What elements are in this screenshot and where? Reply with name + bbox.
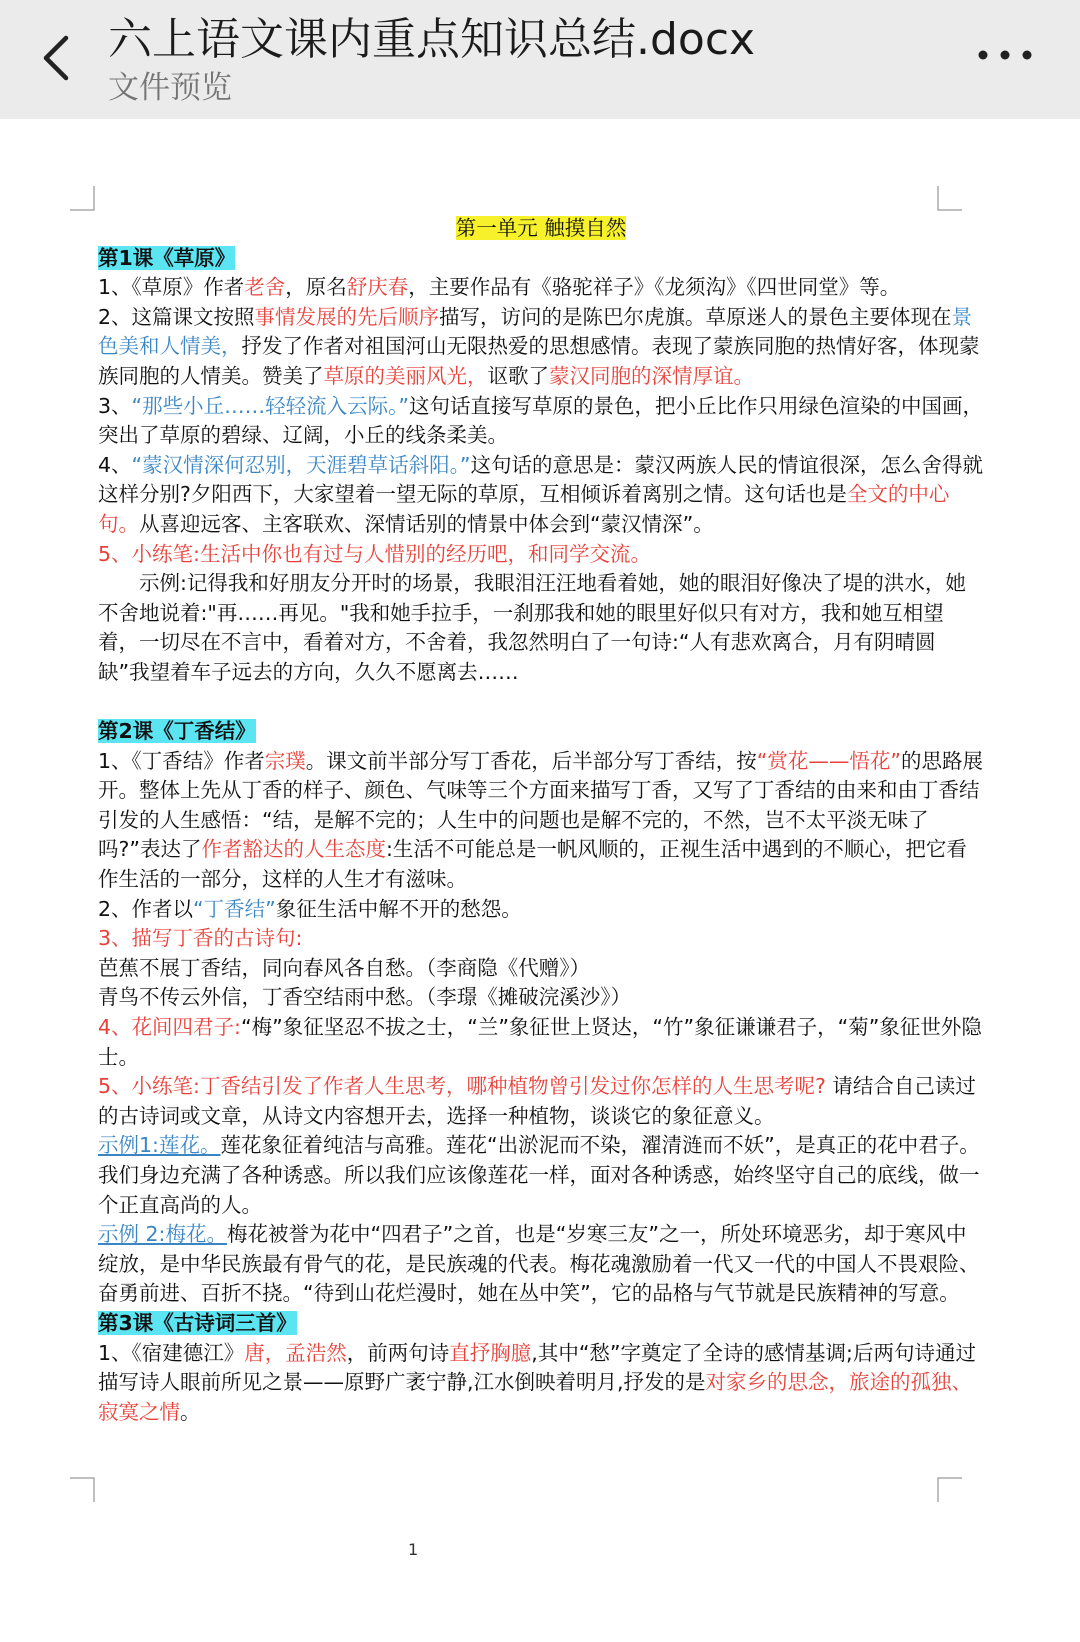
l2-example-2: 示例 2:梅花。梅花被誉为花中“四君子”之首，也是“岁寒三友”之一，所处环境恶劣，却于寒风中绽放，是中华民族最有骨气的花，是民族魂的代表。梅花魂激励着一代又一代的中国人不畏艰险、奋勇前进、百折不挠。“待到山花烂漫时，她在丛中笑”，它的品格与气节就是民族精神的写意。 [98, 1222, 980, 1306]
crop-mark-top-right [936, 186, 962, 212]
crop-mark-top-left [70, 186, 96, 212]
lesson-1-title: 第1课《草原》 [98, 245, 236, 270]
l2-example-1: 示例1:莲花。莲花象征着纯洁与高雅。莲花“出淤泥而不染，濯清涟而不妖”，是真正的花中君子。我们身边充满了各种诱惑。所以我们应该像莲花一样，面对各种诱惑，始终坚守自己的底线，做一个正直高尚的人。 [98, 1133, 980, 1217]
lesson-2-title: 第2课《丁香结》 [98, 719, 256, 744]
l1-paragraph-4: 4、“蒙汉情深何忍别，天涯碧草话斜阳。”这句话的意思是：蒙汉两族人民的情谊很深，怎么舍得就这样分别?夕阳西下，大家望着一望无际的草原，互相倾诉着离别之情。这句话也是全文的中心句。从喜迎远客、主客联欢、深情话别的情景中体会到“蒙汉情深”。 [98, 452, 984, 536]
file-title: 六上语文课内重点知识总结.docx [108, 14, 756, 65]
crop-mark-bottom-right [936, 1476, 962, 1502]
l2-paragraph-5: 5、小练笔:丁香结引发了作者人生思考，哪种植物曾引发过你怎样的人生思考呢? 请结合自己读过的古诗词或文章，从诗文内容想开去，选择一种植物，谈谈它的象征意义。 [98, 1074, 976, 1128]
top-bar [0, 0, 1080, 119]
l3-paragraph-1: 1、《宿建德江》唐，孟浩然，前两句诗直抒胸臆,其中“愁”字奠定了全诗的感情基调;后两句诗通过描写诗人眼前所见之景——原野广袤宁静,江水倒映着明月,抒发的是对家乡的思念，旅途的孤独、寂寞之情。 [98, 1340, 976, 1424]
unit-heading: 第一单元 触摸自然 [455, 216, 627, 240]
l2-paragraph-3: 3、描写丁香的古诗句: [98, 926, 303, 951]
l2-paragraph-1: 1、《丁香结》作者宗璞。课文前半部分写丁香花，后半部分写丁香结，按“赏花——悟花”的思路展开。整体上先从丁香的样子、颜色、气味等三个方面来描写丁香，又写了丁香结的由来和由丁香结引发的人生感悟：“结，是解不完的；人生中的问题也是解不完的，不然，岂不太平淡无味了吗?”表达了作者豁达的人生态度:生活不可能总是一帆风顺的，正视生活中遇到的不顺心，把它看作生活的一部分，这样的人生才有滋味。 [98, 748, 984, 892]
crop-mark-bottom-left [70, 1476, 96, 1502]
l1-paragraph-2: 2、这篇课文按照事情发展的先后顺序描写，访问的是陈巴尔虎旗。草原迷人的景色主要体现在景色美和人情美，抒发了作者对祖国河山无限热爱的思想感情。表现了蒙族同胞的热情好客，体现蒙族同胞的人情美。赞美了草原的美丽风光，讴歌了蒙汉同胞的深情厚谊。 [98, 304, 980, 388]
l2-paragraph-2: 2、作者以“丁香结”象征生活中解不开的愁怨。 [98, 896, 522, 921]
l1-example: 示例:记得我和好朋友分开时的场景，我眼泪汪汪地看着她，她的眼泪好像决了堤的洪水，她不舍地说着:"再……再见。"我和她手拉手，一刹那我和她的眼里好似只有对方，我和她互相望着，一切尽在不言中，看着对方，不舍着，我忽然明白了一句诗:“人有悲欢离合，月有阴晴圆缺”我望着车子远去的方向，久久不愿离去…… [98, 571, 966, 684]
lesson-3-title: 第3课《古诗词三首》 [98, 1310, 297, 1335]
l1-paragraph-1: 1、《草原》作者老舍，原名舒庆春，主要作品有《骆驼祥子》《龙须沟》《四世同堂》等。 [98, 275, 901, 300]
l1-paragraph-3: 3、“那些小丘……轻轻流入云际。”这句话直接写草原的景色，把小丘比作只用绿色渲染的中国画，突出了草原的碧绿、辽阔，小丘的线条柔美。 [98, 393, 984, 448]
page-number: 1 [408, 1540, 419, 1559]
l1-paragraph-5: 5、小练笔:生活中你也有过与人惜别的经历吧，和同学交流。 [98, 541, 651, 566]
l2-paragraph-4: 4、花间四君子:“梅”象征坚忍不拔之士，“兰”象征世上贤达，“竹”象征谦谦君子，“菊”象征世外隐士。 [98, 1015, 982, 1069]
l2-poem-2: 青鸟不传云外信，丁香空结雨中愁。（李璟《摊破浣溪沙》） [98, 985, 631, 1010]
chevron-left-icon[interactable] [36, 30, 86, 86]
l2-poem-1: 芭蕉不展丁香结，同向春风各自愁。（李商隐《代赠》） [98, 955, 590, 980]
file-preview-label: 文件预览 [108, 70, 232, 106]
more-horizontal-icon[interactable] [975, 40, 1035, 70]
document-page [98, 214, 984, 1427]
